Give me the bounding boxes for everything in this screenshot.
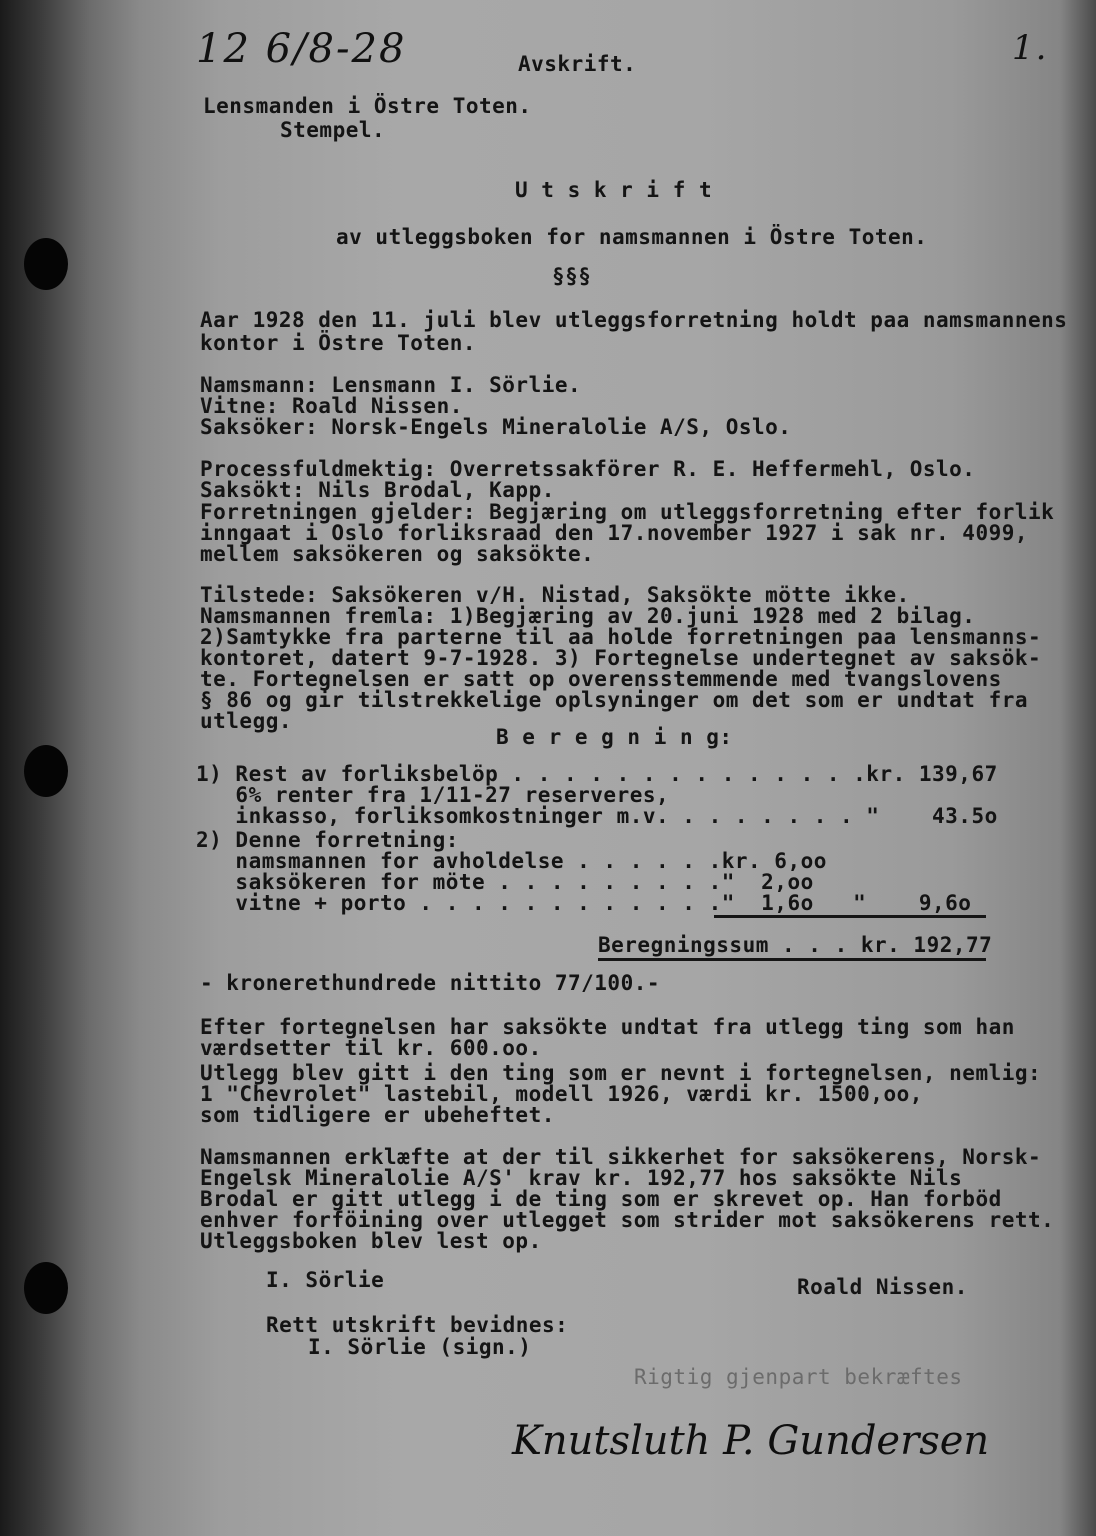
text-line: mellem saksökeren og saksökte.: [200, 542, 595, 566]
calc-line: inkasso, forliksomkostninger m.v. . . . . . . . " 43.5o: [196, 804, 998, 828]
text-line: 2)Samtykke fra parterne til aa holde forretningen paa lensmanns-: [200, 625, 1042, 649]
text-line: Saksökt: Nils Brodal, Kapp.: [200, 478, 555, 502]
text-line: Utleggsboken blev lest op.: [200, 1229, 542, 1253]
punch-hole: [24, 1262, 68, 1314]
section-mark: §§§: [552, 264, 592, 288]
text-line: Aar 1928 den 11. juli blev utleggsforretning holdt paa namsmannens: [200, 308, 1068, 332]
heading-utskrift: U t s k r i f t: [515, 178, 713, 202]
text-line: § 86 og gir tilstrekkelige oplsyninger om det som er undtat fra: [200, 688, 1029, 712]
signatory-name: I. Sörlie: [266, 1268, 385, 1292]
text-line: Processfuldmektig: Overretssakförer R. E. Heffermehl, Oslo.: [200, 457, 976, 481]
text-line: Stempel.: [280, 118, 386, 142]
text-line: enhver forföining over utlegget som strider mot saksökerens rett.: [200, 1208, 1055, 1232]
text-line: Saksöker: Norsk-Engels Mineralolie A/S, Oslo.: [200, 415, 792, 439]
text-line: Utlegg blev gitt i den ting som er nevnt i fortegnelsen, nemlig:: [200, 1061, 1042, 1085]
text-line: kontoret, datert 9-7-1928. 3) Fortegnelse undertegnet av saksök-: [200, 646, 1042, 670]
text-line: 1 "Chevrolet" lastebil, modell 1926, værdi kr. 1500,oo,: [200, 1082, 923, 1106]
text-line: I. Sörlie (sign.): [308, 1335, 532, 1359]
handwritten-date: 12 6/8-28: [196, 26, 407, 72]
witness-name: Roald Nissen.: [797, 1275, 968, 1299]
text-line: Namsmannen fremla: 1)Begjæring av 20.juni 1928 med 2 bilag.: [200, 604, 976, 628]
text-line: Brodal er gitt utlegg i de ting som er skrevet op. Han forböd: [200, 1187, 1002, 1211]
text-line: som tidligere er ubeheftet.: [200, 1103, 555, 1127]
page-number: 1.: [1012, 28, 1049, 68]
text-line: Forretningen gjelder: Begjæring om utleggsforretning efter forlik: [200, 500, 1055, 524]
text-line: kontor i Östre Toten.: [200, 331, 477, 355]
calc-line: 6% renter fra 1/11-27 reserveres,: [196, 783, 670, 807]
text-line: Tilstede: Saksökeren v/H. Nistad, Saksökte mötte ikke.: [200, 583, 910, 607]
text-line: Vitne: Roald Nissen.: [200, 394, 463, 418]
text-line: av utleggsboken for namsmannen i Östre Toten.: [336, 225, 928, 249]
text-line: Lensmanden i Östre Toten.: [203, 94, 532, 118]
stamp-text: Rigtig gjenpart bekræftes: [634, 1365, 963, 1389]
text-line: Rett utskrift bevidnes:: [266, 1313, 569, 1337]
text-line: utlegg.: [200, 709, 293, 733]
handwritten-signature: Knutsluth P. Gundersen: [512, 1418, 990, 1464]
text-line: - kronerethundrede nittito 77/100.-: [200, 971, 661, 995]
sum-underline: [714, 915, 986, 918]
text-line: inngaat i Oslo forliksraad den 17.november 1927 i sak nr. 4099,: [200, 521, 1029, 545]
calc-line: namsmannen for avholdelse . . . . . .kr. 6,oo: [196, 849, 827, 873]
total-underline: [598, 958, 986, 961]
punch-hole: [24, 238, 68, 290]
text-line: Efter fortegnelsen har saksökte undtat fra utlegg ting som han: [200, 1015, 1015, 1039]
text-line: te. Fortegnelsen er satt op overensstemmende med tvangslovens: [200, 667, 1002, 691]
calc-line: 2) Denne forretning:: [196, 828, 459, 852]
text-line: Namsmann: Lensmann I. Sörlie.: [200, 373, 582, 397]
calc-line: vitne + porto . . . . . . . . . . . ." 1,6o " 9,6o: [196, 891, 972, 915]
punch-hole: [24, 745, 68, 797]
calc-line: 1) Rest av forliksbelöp . . . . . . . . . . . . . .kr. 139,67: [196, 762, 998, 786]
calc-line: saksökeren for möte . . . . . . . . ." 2,oo: [196, 870, 814, 894]
text-line: værdsetter til kr. 600.oo.: [200, 1036, 542, 1060]
heading-beregning: B e r e g n i n g:: [496, 725, 733, 749]
document-title: Avskrift.: [518, 52, 637, 76]
calc-total: Beregningssum . . . kr. 192,77: [598, 933, 993, 957]
text-line: Namsmannen erklæfte at der til sikkerhet for saksökerens, Norsk-: [200, 1145, 1042, 1169]
text-line: Engelsk Mineralolie A/S' krav kr. 192,77 hos saksökte Nils: [200, 1166, 963, 1190]
